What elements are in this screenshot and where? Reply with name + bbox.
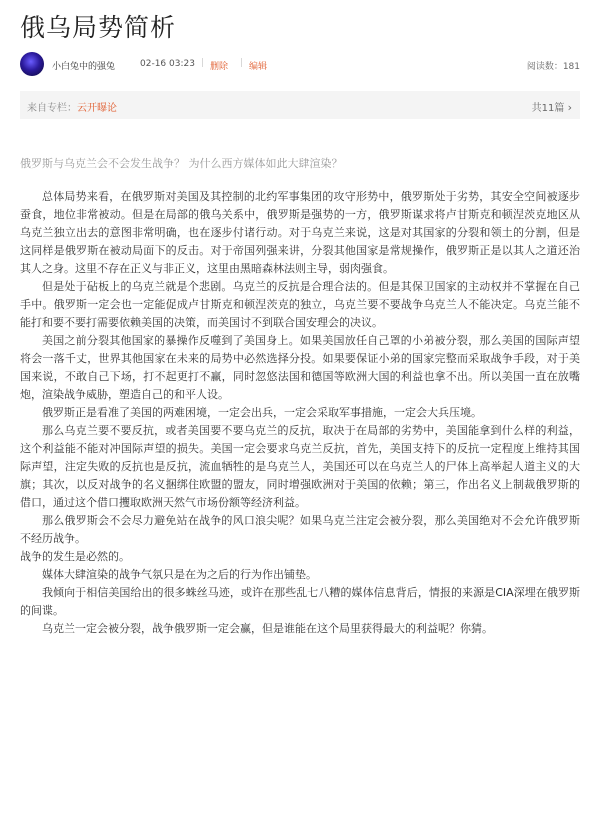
author-name[interactable]: 小白兔中的强兔 <box>52 62 116 72</box>
body-paragraph: 那么乌克兰要不要反抗，或者美国要不要乌克兰的反抗，取决于在局部的劣势中，美国能拿到什么样的利益，这个利益能不能对冲国际声望的损失。美国一定会要求乌克兰反抗，首先，美国支持下的反抗一定程度上维持其国际声望，注定失败的反抗也是反抗，流血牺牲的是乌克兰人，美国还可以在乌克兰人的尸体上高举起人道主义的大旗；其次，以反对战争的名义捆绑住欧盟的盟友，同时增强欧洲对于美国的依赖；第三，作出名义上制裁俄罗斯的借口，通过这个借口攫取欧洲天然气市场份额等经济利益。 <box>20 424 580 509</box>
divider: | <box>240 58 244 68</box>
article-meta <box>20 52 580 76</box>
body-paragraph: 我倾向于相信美国给出的很多蛛丝马迹，或许在那些乱七八糟的媒体信息背后，情报的来源是CIA深埋在俄罗斯的间谍。 <box>20 586 580 617</box>
body-paragraph: 战争的发生是必然的。 <box>20 550 130 563</box>
chevron-right-icon: › <box>567 101 572 114</box>
body-paragraph: 总体局势来看，在俄罗斯对美国及其控制的北约军事集团的攻守形势中，俄罗斯处于劣势，其安全空间被逐步蚕食，地位非常被动。但是在局部的俄乌关系中，俄罗斯是强势的一方，俄罗斯谋求将卢甘斯克和顿涅茨克地区从乌克兰独立出去的意图非常明确，也在逐步付诸行动。对于乌克兰来说，这是对其国家的分裂和领土的分割，但是这同样是俄罗斯在被动局面下的反击。对于帝国列强来讲，分裂其他国家是常规操作，俄罗斯正是以其人之道还治其人之身。这里不存在正义与非正义，这里由黑暗森林法则主导，弱肉强食。 <box>20 190 580 275</box>
edit-link[interactable]: 编辑 <box>249 62 268 72</box>
article-body <box>20 188 580 638</box>
body-paragraph: 美国之前分裂其他国家的暴操作反噬到了美国身上。如果美国放任自己罩的小弟被分裂，那么美国的国际声望将会一落千丈，世界其他国家在未来的局势中必然选择分投。如果要保证小弟的国家完整而采取战争手段，对于美国来说，不敢自己下场，打不起更打不赢，同时忽悠法国和德国等欧洲大国的利益也拿不出。所以美国一直在放嘴炮，渲染战争威胁，塑造自己的和平人设。 <box>20 334 580 401</box>
body-paragraph: 俄罗斯正是看准了美国的两难困境，一定会出兵，一定会采取军事措施，一定会大兵压境。 <box>42 406 482 419</box>
body-paragraph: 媒体大肆渲染的战争气氛只是在为之后的行为作出铺垫。 <box>42 568 317 581</box>
body-paragraph: 乌克兰一定会被分裂，战争俄罗斯一定会赢，但是谁能在这个局里获得最大的利益呢？你猜。 <box>42 622 493 635</box>
article-summary: 俄罗斯与乌克兰会不会发生战争？ 为什么西方媒体如此大肆渲染？ <box>20 157 343 170</box>
column-bar <box>20 91 580 119</box>
divider: | <box>201 58 205 68</box>
body-paragraph: 那么俄罗斯会不会尽力避免站在战争的风口浪尖呢？如果乌克兰注定会被分裂，那么美国绝对不会允许俄罗斯不经历战争。 <box>20 514 580 545</box>
delete-link[interactable]: 删除 <box>210 62 229 72</box>
column-source <box>27 99 117 114</box>
read-count: 阅读数：181 <box>526 62 580 72</box>
article-title: 俄乌局势简析 <box>20 13 177 42</box>
avatar[interactable] <box>20 52 44 76</box>
body-paragraph: 但是处于砧板上的乌克兰就是个悲剧。乌克兰的反抗是合理合法的。但是其保卫国家的主动权并不掌握在自己手中。俄罗斯一定会也一定能促成卢甘斯克和顿涅茨克的独立，乌克兰要不要战争乌克兰人不能决定。乌克兰能不能打和要不要打需要依赖美国的决策，而美国讨不到联合国安理会的决议。 <box>20 280 580 329</box>
publish-date: 02-16 03:23 <box>140 59 195 69</box>
column-total: 共11篇 <box>531 103 565 114</box>
column-from-label: 来自专栏： <box>27 103 77 114</box>
column-link[interactable]: 云开曝论 <box>77 103 117 114</box>
column-total-link[interactable] <box>532 99 572 114</box>
